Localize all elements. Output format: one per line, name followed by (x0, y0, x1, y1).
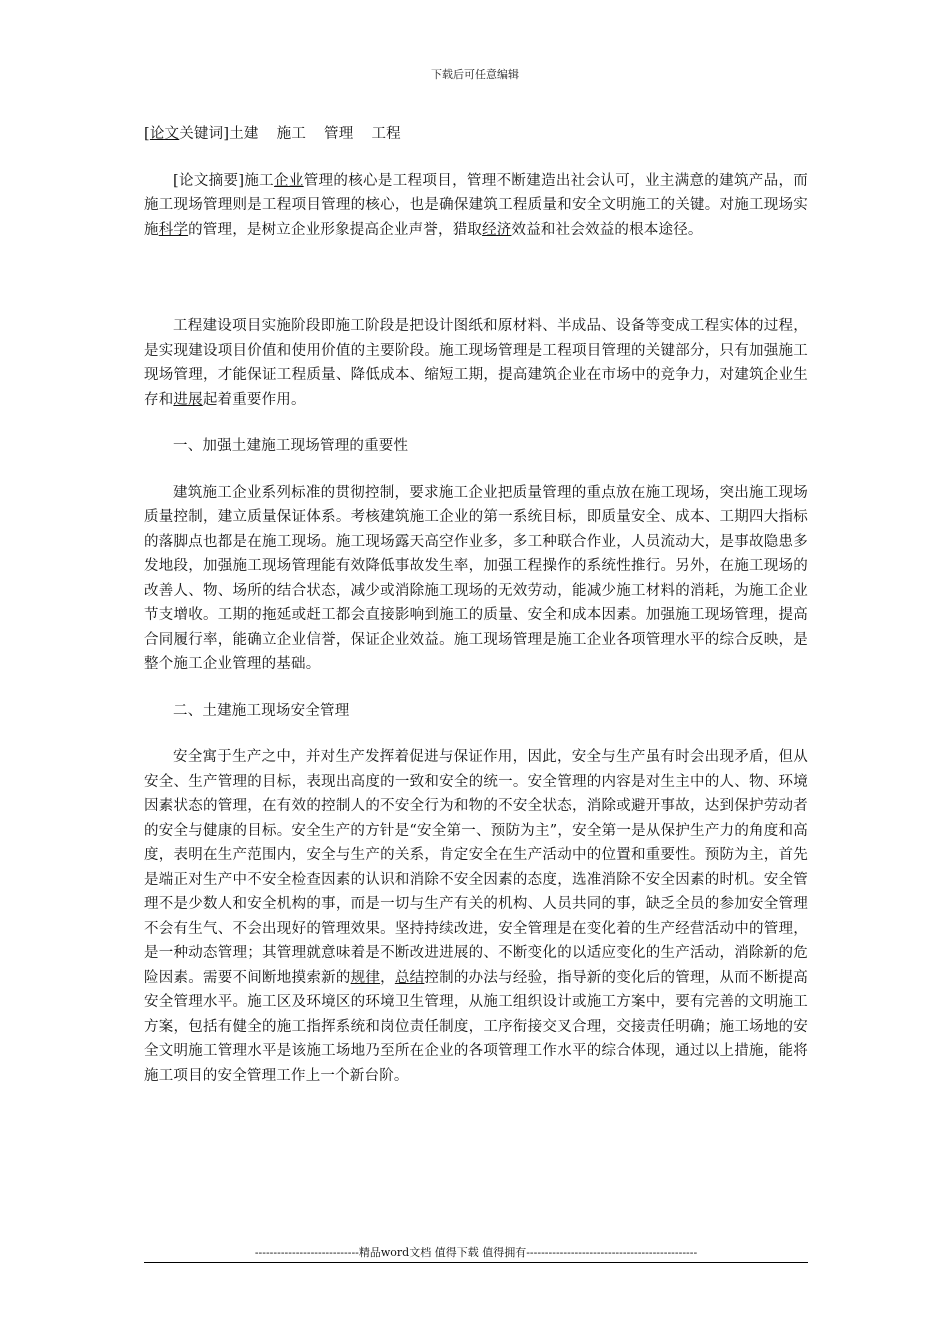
keyword-term: 管理 (324, 126, 354, 142)
link-zongjie[interactable]: 总结 (394, 969, 425, 986)
keyword-term: 工程 (371, 126, 401, 142)
page-footer-note: ----------------------------精品word文档 值得下载 值得拥有---------------------------------------------- (254, 1246, 698, 1259)
intro-text: 起着重要作用。 (202, 391, 306, 408)
keywords-label: 关键词] (179, 126, 230, 142)
abstract-text: 管理的核心是工程项目，管理不断建造出社会认可，业主满意的建筑产品，而施工现场管理则是工程项目管理的核心，也是确保建筑工程质量和安全文明施工的关键。对施工现场实施 (144, 172, 809, 238)
keyword-term: 土建 (229, 126, 259, 142)
page-header-note: 下载后可任意编辑 (431, 68, 519, 81)
intro-paragraph (144, 314, 808, 412)
abstract-text: [论文摘要]施工 (173, 172, 275, 189)
section2-paragraph (144, 745, 808, 1088)
abstract-text: 的管理，是树立企业形象提高企业声誉，猎取 (188, 221, 483, 238)
link-qiye[interactable]: 企业 (274, 172, 304, 189)
section2-text: 控制的办法与经验，指导新的变化后的管理，从而不断提高安全管理水平。施工区及环境区的环境卫生管理，从施工组织设计或施工方案中，要有完善的文明施工方案，包括有健全的施工指挥系统和岗位责任制度，工序衔接交叉合理，交接责任明确；施工场地的安全文明施工管理水平是该施工场地乃至所在企业的各项管理工作水平的综合体现，通过以上措施，能将施工项目的安全管理工作上一个新台阶。 (144, 969, 808, 1084)
keyword-term: 施工 (276, 126, 307, 142)
link-jingji[interactable]: 经济 (482, 221, 512, 238)
section2-text: 安全寓于生产之中，并对生产发挥着促进与保证作用，因此，安全与生产虽有时会出现矛盾，但从安全、生产管理的目标，表现出高度的一致和安全的统一。安全管理的内容是对生主中的人、物、环境因素状态的管理，在有效的控制人的不安全行为和物的不安全状态，消除或避开事故，达到保护劳动者的安全与健康的目标。安全生产的方针是“安全第一、预防为主”，安全第一是从保护生产力的角度和高度，表明在生产范围内，安全与生产的关系，肯定安全在生产活动中的位置和重要性。预防为主，首先是端正对生产中不安全检查因素的认识和消除不安全因素的态度，选准消除不安全因素的时机。安全管理不是少数人和安全机构的事，而是一切与生产有关的机构、人员共同的事，缺乏全员的参加安全管理不会有生气、不会出现好的管理效果。坚持持续改进，安全管理是在变化着的生产经营活动中的管理，是一种动态管理；其管理就意味着是不断改进进展的、不断变化的以适应变化的生产活动，消除新的危险因素。需要不间断地摸索新的 (144, 749, 808, 986)
abstract-paragraph (144, 169, 808, 243)
section2-text: ， (380, 969, 395, 986)
keywords-bracket: [ (144, 126, 150, 142)
abstract-text: 效益和社会效益的根本途径。 (511, 221, 703, 238)
document-body (144, 122, 808, 1088)
section1-paragraph: 建筑施工企业系列标准的贯彻控制，要求施工企业把质量管理的重点放在施工现场，突出施工现场质量控制，建立质量保证体系。考核建筑施工企业的第一系统目标，即质量安全、成本、工期四大指标的落脚点也都是在施工现场。施工现场露天高空作业多，多工种联合作业，人员流动大，是事故隐患多发地段，加强施工现场管理能有效降低事故发生率，加强工程操作的系统性推行。另外，在施工现场的改善人、物、场所的结合状态，减少或消除施工现场的无效劳动，能减少施工材料的消耗，为施工企业节支增收。工期的拖延或赶工都会直接影响到施工的质量、安全和成本因素。加强施工现场管理，提高合同履行率，能确立企业信誉，保证企业效益。施工现场管理是施工企业各项管理水平的综合反映，是整个施工企业管理的基础。 (144, 484, 808, 672)
section1-heading: 一、加强土建施工现场管理的重要性 (173, 438, 409, 454)
keywords-terms (229, 126, 419, 142)
link-kexue[interactable]: 科学 (158, 221, 189, 238)
keywords-link-lunwen[interactable]: 论文 (149, 126, 180, 142)
link-guilv[interactable]: 规律 (350, 969, 381, 986)
keywords-line (144, 122, 808, 147)
footer-divider (144, 1262, 808, 1263)
intro-text: 工程建设项目实施阶段即施工阶段是把设计图纸和原材料、半成品、设备等变成工程实体的过程，是实现建设项目价值和使用价值的主要阶段。施工现场管理是工程项目管理的关键部分，只有加强施工现场管理，才能保证工程质量、降低成本、缩短工期，提高建筑企业在市场中的竞争力，对建筑企业生存和 (144, 318, 808, 408)
section2-heading: 二、土建施工现场安全管理 (173, 702, 350, 719)
link-jinzhan[interactable]: 进展 (173, 391, 203, 408)
